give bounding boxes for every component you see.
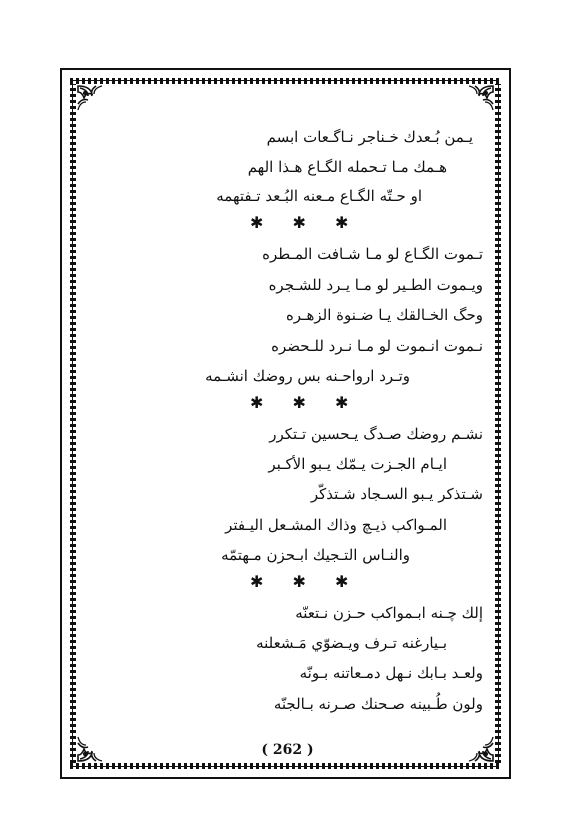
page-number: ( 262 ) <box>261 742 314 758</box>
poem-line: ولعـد بـابك نـهل دمـعاتنه بـونّه <box>299 664 483 682</box>
poem-line: يـمن بُـعدك خـناجر نـاگـعات ابسم <box>266 128 473 146</box>
poem-line: وحگ الخـالقك يـا ضـنوة الزهـره <box>285 306 483 324</box>
corner-ornament-icon <box>465 84 495 114</box>
poem-line: هـمك مـا تـحمله الگـاع هـذا الهم <box>247 158 447 176</box>
poem-line: وتـرد ارواحـنه بس روضك انشـمه <box>205 367 410 385</box>
poem-line: المـواكب ذيـچ وذاك المشـعل اليـفتر <box>225 516 447 534</box>
poem-line: شـتذكر يـبو السـجاد شـتذكّر <box>310 485 483 503</box>
poem-line: إلك چـنه ابـمواكب حـزن نـتعنّه <box>295 604 483 622</box>
poem-line: نشـم روضك صـدگ يـحسين تـتكرر <box>269 425 483 443</box>
poem-line: بـيارغنه تـرف ويـضوّي مَـشعلنه <box>256 634 447 652</box>
poem-line: ايـام الجـزت يـمّك يـبو الأكـبر <box>268 455 447 473</box>
poem-line: ويـموت الطـير لو مـا يـرد للشـجره <box>268 276 483 294</box>
poem-line: نـموت انـموت لو مـا نـرد للـحضره <box>271 337 483 355</box>
stanza-separator: ✱ ✱ ✱ <box>250 572 361 591</box>
corner-ornament-icon <box>76 84 106 114</box>
poem-line: او حـتّه الگـاع مـعنه البُـعد تـفتهمه <box>216 187 422 205</box>
stanza-separator: ✱ ✱ ✱ <box>250 213 361 232</box>
poem-line: والنـاس التـجيك ابـحزن مـهتمّه <box>221 546 410 564</box>
poem-line: ولون طُـبينه صـحنك صـرنه بـالجنّه <box>273 695 483 713</box>
stanza-separator: ✱ ✱ ✱ <box>250 393 361 412</box>
poem-line: تـموت الگـاع لو مـا شـافت المـطره <box>262 245 483 263</box>
